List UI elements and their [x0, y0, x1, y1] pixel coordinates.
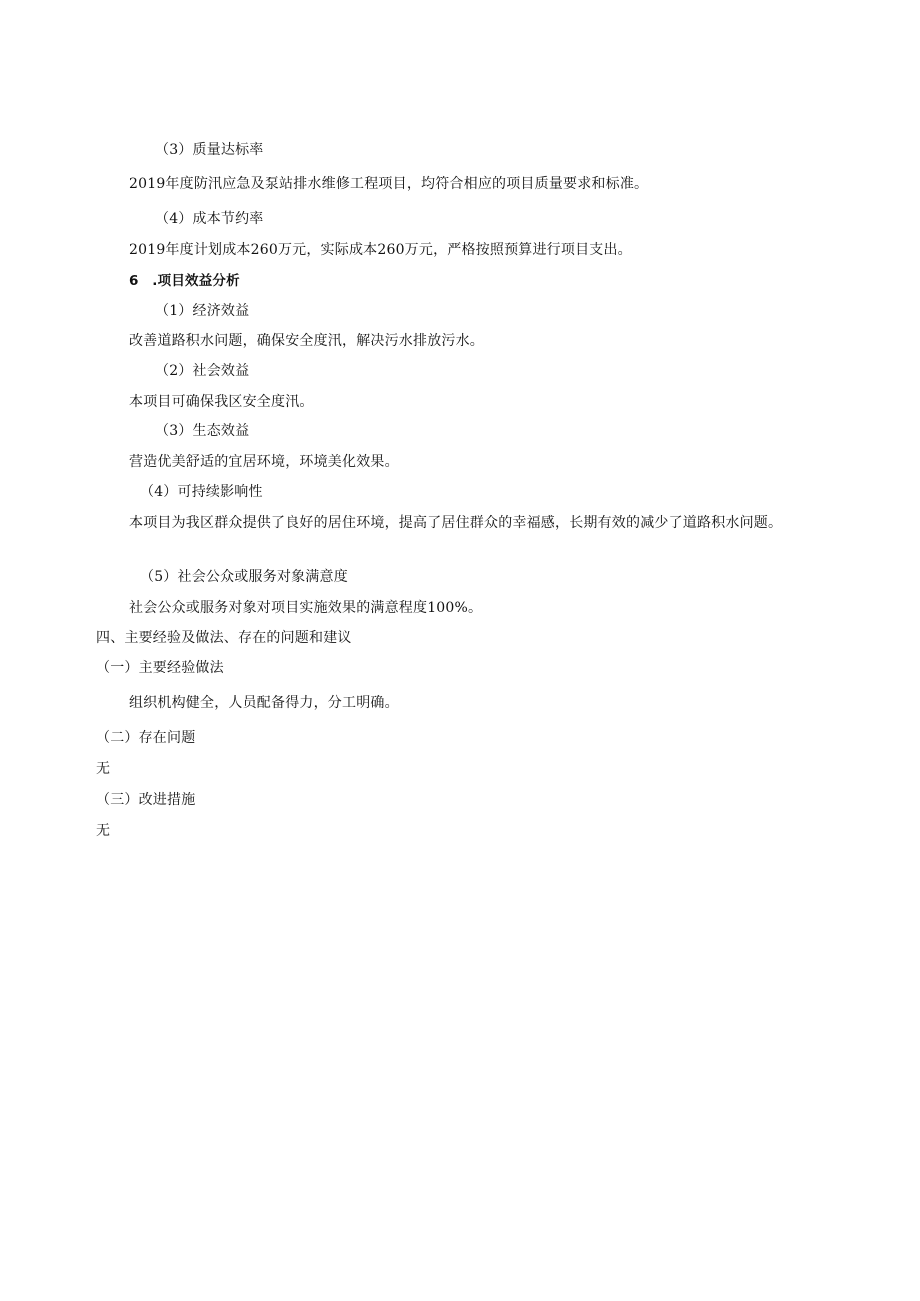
paragraph-sustainability: 本项目为我区群众提供了良好的居住环境，提高了居住群众的幸福感，长期有效的减少了道路积水问题。	[129, 515, 783, 531]
subheading-improvements: （三）改进措施	[96, 792, 196, 808]
paragraph-cost: 2019年度计划成本260万元，实际成本260万元，严格按照预算进行项目支出。	[129, 242, 632, 258]
paragraph-ecological: 营造优美舒适的宜居环境，环境美化效果。	[129, 454, 399, 470]
subheading-sustainability: （4）可持续影响性	[140, 484, 263, 500]
subheading-cost-saving: （4）成本节约率	[155, 211, 264, 227]
subheading-main-experience: （一）主要经验做法	[96, 660, 224, 676]
section-heading-benefit-analysis: 6 .项目效益分析	[129, 273, 240, 289]
paragraph-improvements: 无	[96, 823, 111, 839]
paragraph-problems: 无	[96, 761, 111, 777]
paragraph-experience: 组织机构健全，人员配备得力，分工明确。	[129, 695, 399, 711]
paragraph-satisfaction: 社会公众或服务对象对项目实施效果的满意程度100%。	[129, 600, 483, 616]
section-heading-experience: 四、主要经验及做法、存在的问题和建议	[96, 630, 352, 646]
subheading-ecological-benefit: （3）生态效益	[155, 423, 250, 439]
subheading-economic-benefit: （1）经济效益	[155, 303, 250, 319]
subheading-problems: （二）存在问题	[96, 730, 196, 746]
paragraph-economic: 改善道路积水问题，确保安全度汛，解决污水排放污水。	[129, 333, 484, 349]
paragraph-quality: 2019年度防汛应急及泵站排水维修工程项目，均符合相应的项目质量要求和标准。	[129, 176, 649, 192]
paragraph-social: 本项目可确保我区安全度汛。	[129, 394, 314, 410]
subheading-quality-rate: （3）质量达标率	[155, 142, 264, 158]
subheading-satisfaction: （5）社会公众或服务对象满意度	[140, 569, 348, 585]
subheading-social-benefit: （2）社会效益	[155, 363, 250, 379]
